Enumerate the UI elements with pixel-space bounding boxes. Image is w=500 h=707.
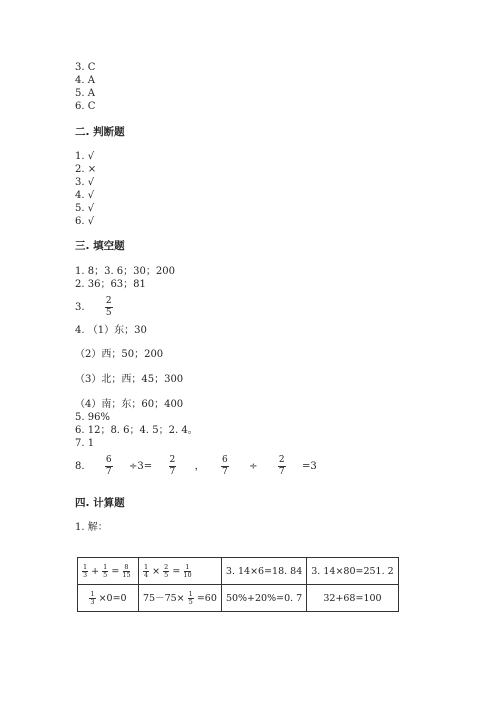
fill-answer-4-2: （2）西；50；200: [75, 349, 164, 360]
calc-table: [77, 557, 399, 612]
judgement-answer-1: 1. √: [75, 151, 95, 162]
calc-intro: 1. 解：: [75, 522, 108, 533]
operator-equals: =: [111, 565, 120, 577]
fraction-denominator: 7: [222, 467, 228, 477]
operator-plus: +: [91, 565, 100, 577]
choice-answer-5: 5. A: [75, 88, 95, 99]
fraction: [183, 564, 191, 579]
fraction-denominator: 3: [90, 597, 95, 606]
expression-lead: 75－75×: [143, 593, 185, 604]
fraction-numerator: 1: [83, 562, 88, 571]
fill-answer-4-4: （4）南；东；60；400: [75, 399, 184, 410]
fraction-denominator: 7: [105, 467, 112, 477]
expression-tail: ×0=0: [98, 592, 127, 604]
fraction-numerator: 2: [169, 455, 176, 465]
fraction-numerator: 1: [144, 562, 149, 571]
fraction-numerator: 6: [222, 455, 228, 465]
operator-times: ×: [152, 565, 161, 577]
fraction-numerator: 1: [90, 589, 95, 598]
fraction-numerator: 1: [188, 590, 193, 598]
operator-divide: ÷: [249, 461, 258, 472]
fill-answer-8-prefix: 8.: [75, 461, 85, 472]
judgement-answer-6: 6. √: [75, 216, 95, 227]
section-title-judgement: 二. 判断题: [75, 126, 125, 138]
fill-answer-7: 7. 1: [75, 438, 95, 449]
fill-answer-4: 4. （1）东；30: [75, 325, 147, 336]
fill-answer-8: [75, 455, 317, 478]
fraction-denominator: 7: [169, 467, 176, 477]
fraction-denominator: 15: [122, 570, 131, 579]
fraction: [188, 591, 194, 606]
choice-answer-3: 3. C: [75, 62, 96, 73]
fraction-numerator: 2: [278, 455, 285, 465]
fraction-denominator: 7: [278, 467, 285, 477]
fraction: [143, 564, 149, 579]
fraction: [278, 455, 286, 478]
fraction-denominator: 5: [105, 308, 112, 318]
table-cell: [139, 585, 222, 612]
fraction: [169, 455, 177, 478]
fraction-numerator: 2: [164, 562, 169, 571]
table-cell: 32+68=100: [307, 585, 398, 612]
judgement-answer-5: 5. √: [75, 203, 95, 214]
table-row: [78, 558, 399, 585]
fill-answer-6: 6. 12；8. 6；4. 5；2. 4。: [75, 425, 198, 436]
fraction: [221, 455, 229, 478]
fraction: [105, 296, 113, 319]
judgement-answer-3: 3. √: [75, 177, 95, 188]
judgement-answer-2: 2. ×: [75, 164, 97, 175]
choice-answer-4: 4. A: [75, 75, 95, 86]
table-cell: [78, 585, 139, 612]
fraction-numerator: 2: [105, 296, 112, 306]
section-title-fill: 三. 填空题: [75, 240, 125, 252]
equals-result: =3: [302, 461, 317, 472]
fraction: [105, 455, 113, 478]
table-row: [78, 585, 399, 612]
fraction-denominator: 5: [164, 570, 169, 579]
fill-answer-1: 1. 8；3. 6；30；200: [75, 266, 175, 277]
table-cell: [78, 558, 139, 585]
expression-tail: =60: [196, 593, 217, 604]
table-cell: 50%+20%=0. 7: [221, 585, 306, 612]
table-cell: 3. 14×80=251. 2: [307, 558, 398, 585]
separator-comma: ，: [194, 461, 205, 472]
fill-answer-3: [75, 296, 113, 319]
fraction-denominator: 3: [83, 570, 88, 579]
fraction: [89, 591, 95, 606]
fraction-denominator: 5: [103, 570, 108, 579]
table-cell: 3. 14×6=18. 84: [221, 558, 306, 585]
choice-answer-6: 6. C: [75, 101, 96, 112]
fraction: [122, 564, 130, 579]
table-cell: [139, 558, 222, 585]
fill-answer-2: 2. 36；63；81: [75, 279, 146, 290]
fraction-numerator: 8: [124, 562, 129, 571]
fraction: [163, 564, 169, 579]
fraction: [102, 564, 108, 579]
fraction-denominator: 10: [183, 570, 192, 579]
operator-equals: =: [172, 565, 181, 577]
judgement-answer-4: 4. √: [75, 190, 95, 201]
section-title-calc: 四. 计算题: [75, 497, 125, 509]
fill-answer-3-prefix: 3.: [75, 302, 85, 313]
operator-divide-3: ÷3=: [129, 461, 153, 472]
fraction-denominator: 4: [144, 570, 149, 579]
fill-answer-4-3: （3）北；西；45；300: [75, 374, 184, 385]
fraction-numerator: 1: [185, 562, 190, 571]
fraction: [82, 564, 88, 579]
fraction-numerator: 6: [105, 455, 112, 465]
fraction-denominator: 5: [188, 598, 193, 606]
fraction-numerator: 1: [103, 562, 108, 571]
fill-answer-5: 5. 96%: [75, 412, 110, 423]
